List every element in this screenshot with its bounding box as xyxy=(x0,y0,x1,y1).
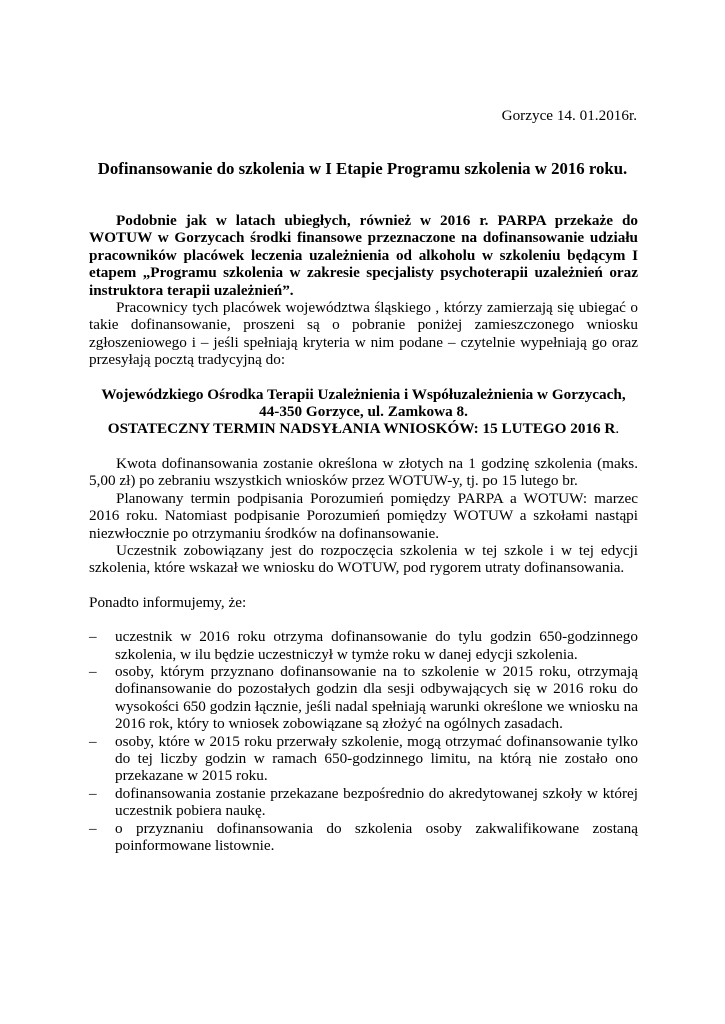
info-intro: Ponadto informujemy, że: xyxy=(89,593,247,611)
agreement-paragraph: Planowany termin podpisania Porozumień pomiędzy PARPA a WOTUW: marzec 2016 roku. Natomiast podpisanie Porozumień pomiędzy WOTUW a szkołami nastąpi niezwłocznie po otrzymaniu środków na dofinansowanie. xyxy=(89,489,638,542)
list-item xyxy=(89,733,638,785)
list-item-text: uczestnik w 2016 roku otrzyma dofinansowanie do tylu godzin 650-godzinnego szkolenia, w ilu będzie uczestniczył w tymże roku w danej edycji szkolenia. xyxy=(115,628,638,663)
deadline-line xyxy=(89,420,638,437)
spacer xyxy=(89,611,638,628)
deadline-period: . xyxy=(615,420,620,438)
spacer xyxy=(89,577,638,594)
spacer xyxy=(89,438,638,455)
workers-paragraph: Pracownicy tych placówek województwa śląskiego , którzy zamierzają się ubiegać o takie dofinansowanie, proszeni są o pobranie poniżej zamieszczonego wniosku zgłoszeniowego i – jeśli spełniają kryteria w nim podane – czytelnie wypełniają go oraz przesyłają pocztą tradycyjną do: xyxy=(89,299,638,369)
obligation-paragraph: Uczestnik zobowiązany jest do rozpoczęcia szkolenia w tej szkole i w tej edycji szkolenia, które wskazał we wniosku do WOTUW, pod rygorem utraty dofinansowania. xyxy=(89,541,638,577)
deadline-text: OSTATECZNY TERMIN NADSYŁANIA WNIOSKÓW: 15 LUTEGO 2016 R xyxy=(107,420,616,438)
dash-marker: – xyxy=(89,784,97,802)
dash-marker: – xyxy=(89,662,97,680)
address-line-1: Wojewódzkiego Ośrodka Terapii Uzależnienia i Współuzależnienia w Gorzycach, xyxy=(101,385,626,403)
dash-marker: – xyxy=(89,732,97,750)
list-item-text: osoby, którym przyznano dofinansowanie na to szkolenie w 2015 roku, otrzymają dofinansowanie do pozostałych godzin dla sesji odbywających się w 2016 roku do wysokości 650 godzin łącznie, jeśli nadal spełniają warunki określone we wniosku na 2016 rok, który to wniosek zobowiązane są złożyć na ogólnych zasadach. xyxy=(115,662,638,733)
document-title: Dofinansowanie do szkolenia w I Etapie Programu szkolenia w 2016 roku. xyxy=(97,159,628,178)
document-body xyxy=(89,212,638,854)
dash-marker: – xyxy=(89,819,97,837)
list-item xyxy=(89,663,638,733)
list-item xyxy=(89,628,638,663)
address-block xyxy=(89,386,638,438)
info-list xyxy=(89,628,638,854)
document-date: Gorzyce 14. 01.2016r. xyxy=(501,107,637,124)
intro-paragraph: Podobnie jak w latach ubiegłych, również w 2016 r. PARPA przekaże do WOTUW w Gorzycach środki finansowe przeznaczone na dofinansowanie udziału pracowników placówek leczenia uzależnienia od alkoholu w szkoleniu będącym I etapem „Programu szkolenia w zakresie specjalisty psychoterapii uzależnień oraz instruktora terapii uzależnień”. xyxy=(89,212,638,299)
dash-marker: – xyxy=(89,628,97,646)
list-item-text: osoby, które w 2015 roku przerwały szkolenie, mogą otrzymać dofinansowanie tylko do tej liczby godzin w ramach 650-godzinnego limitu, na którą nie zostało ono przekazane w 2015 roku. xyxy=(115,732,638,785)
list-item xyxy=(89,785,638,820)
list-item-text: o przyznaniu dofinansowania do szkolenia osoby zakwalifikowane zostaną poinformowane listownie. xyxy=(115,819,638,854)
amount-paragraph: Kwota dofinansowania zostanie określona w złotych na 1 godzinę szkolenia (maks. 5,00 zł) po zebraniu wszystkich wniosków przez WOTUW-y, tj. po 15 lutego br. xyxy=(89,454,638,490)
address-line-2: 44-350 Gorzyce, ul. Zamkowa 8. xyxy=(259,403,468,421)
list-item xyxy=(89,820,638,855)
list-item-text: dofinansowania zostanie przekazane bezpośrednio do akredytowanej szkoły w której uczestnik pobiera naukę. xyxy=(115,784,638,820)
